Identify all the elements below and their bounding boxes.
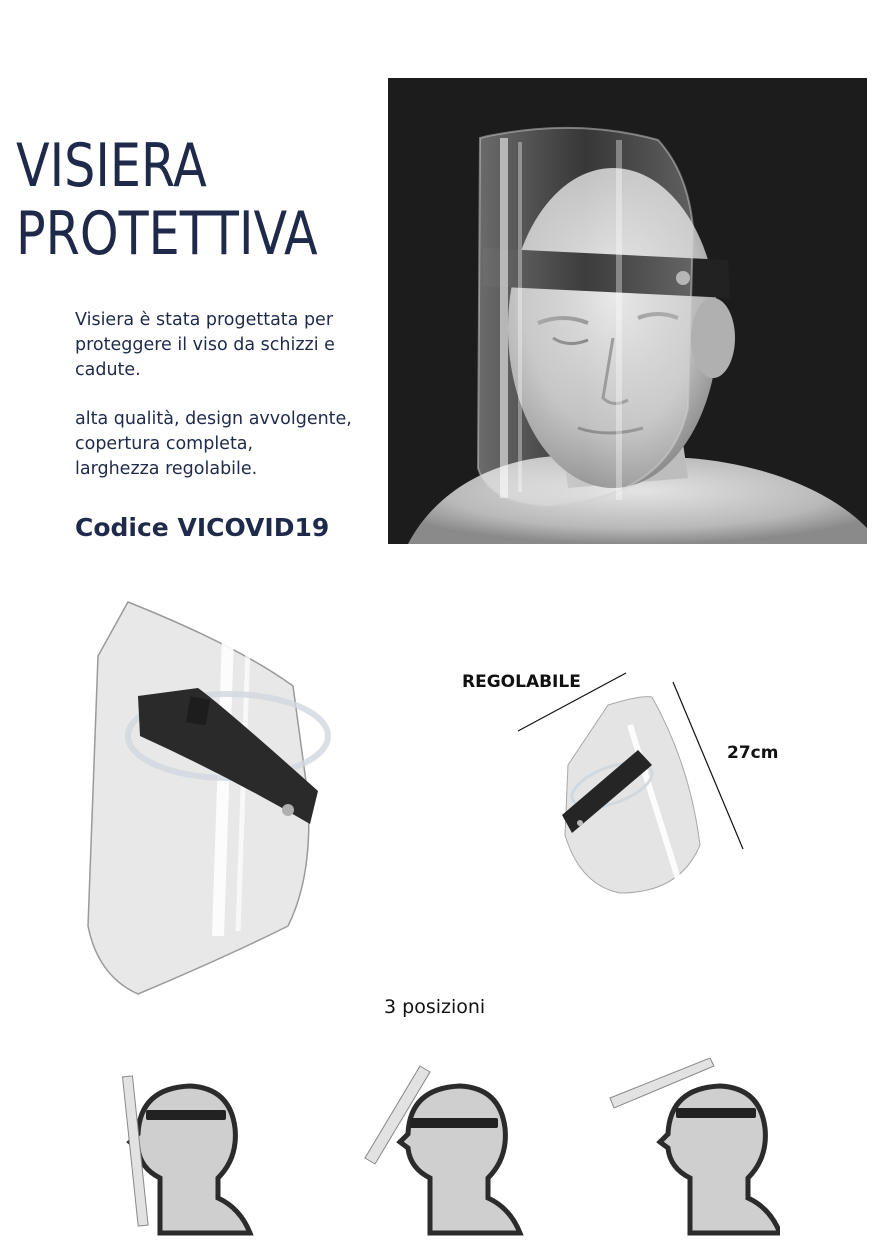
adjustable-label: REGOLABILE <box>462 672 581 692</box>
position-2-head <box>365 1066 520 1233</box>
position-3-head <box>610 1058 780 1233</box>
height-dimension-label: 27cm <box>727 743 779 763</box>
page-title <box>16 132 319 268</box>
description-paragraph-2 <box>75 407 385 482</box>
description-paragraph-1: Visiera è stata progettata per proteggere il viso da schizzi e cadute. <box>75 310 335 380</box>
three-positions-illustration <box>100 1058 780 1241</box>
face-shield-side-view <box>78 596 338 996</box>
hero-product-photo <box>388 78 867 544</box>
dimension-diagram <box>510 665 760 905</box>
mannequin-with-shield-illustration <box>388 78 867 544</box>
description-line: larghezza regolabile. <box>75 459 258 479</box>
description-line: copertura completa, <box>75 434 254 454</box>
positions-caption: 3 posizioni <box>384 996 486 1018</box>
product-description <box>75 308 385 506</box>
title-line-1: VISIERA <box>16 131 207 201</box>
title-line-2: PROTETTIVA <box>16 199 318 269</box>
product-code: Codice VICOVID19 <box>75 513 330 542</box>
position-1-head <box>123 1076 250 1233</box>
description-line: alta qualità, design avvolgente, <box>75 409 352 429</box>
